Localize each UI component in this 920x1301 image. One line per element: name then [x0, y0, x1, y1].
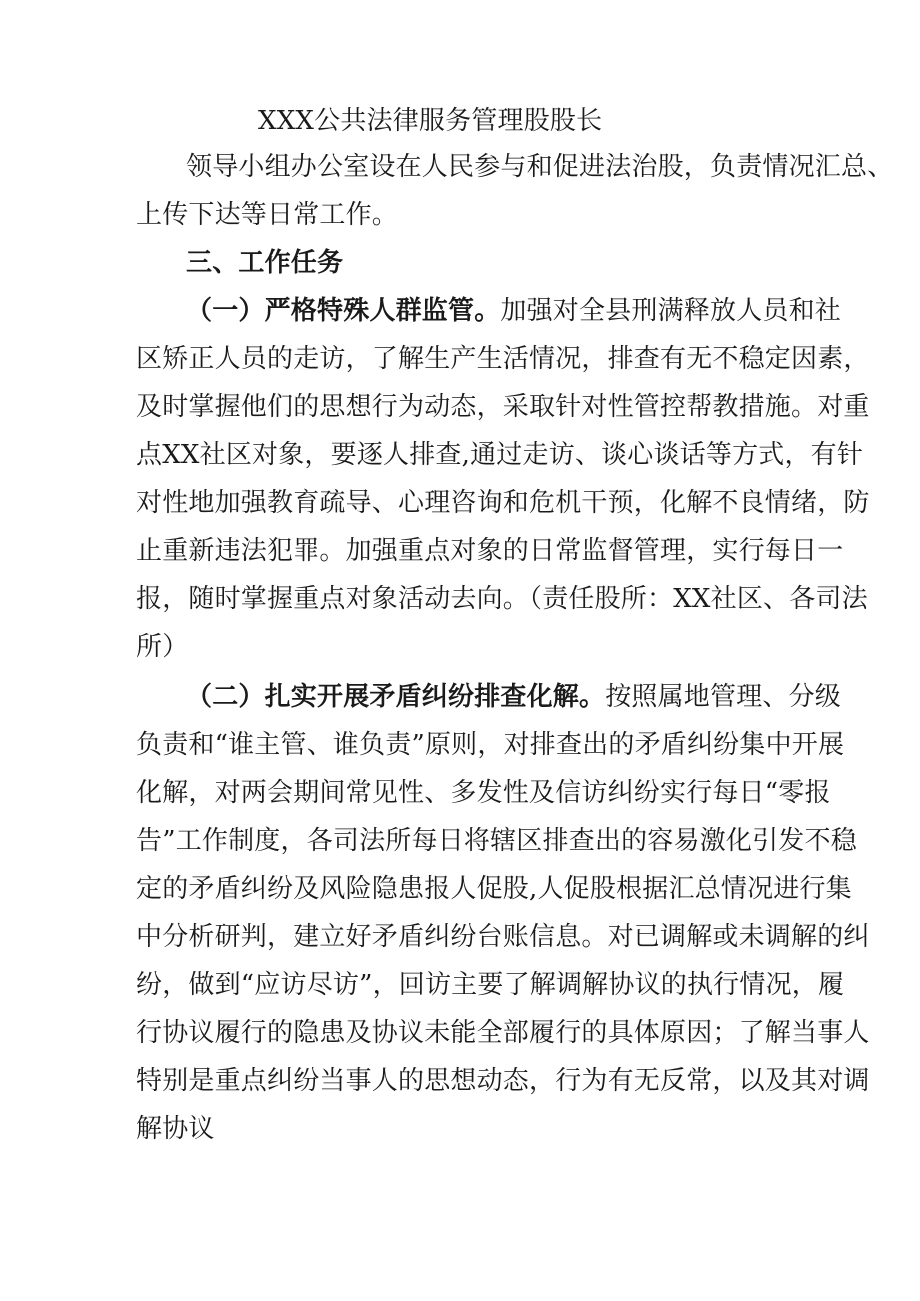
task-2-line: 定的矛盾纠纷及风险隐患报人促股,人促股根据汇总情况进行集 — [136, 874, 852, 904]
task-2-line: 特别是重点纠纷当事人的思想动态，行为有无反常，以及其对调 — [136, 1066, 870, 1096]
task-2-line: 中分析研判，建立好矛盾纠纷台账信息。对已调解或未调解的纠 — [136, 922, 870, 952]
task-2-line-1-text: 按照属地管理、分级 — [605, 682, 842, 712]
office-line-1: 领导小组办公室设在人民参与和促进法治股，负责情况汇总、 — [186, 152, 894, 182]
task-1-line-1-text: 加强对全县刑满释放人员和社 — [500, 296, 842, 326]
task-1-line: 区矫正人员的走访，了解生产生活情况，排查有无不稳定因素， — [136, 344, 870, 374]
task-2-line: 行协议履行的隐患及协议未能全部履行的具体原因；了解当事人 — [136, 1018, 870, 1048]
task-1-line: 报，随时掌握重点对象活动去向。（责任股所：XX社区、各司法 — [136, 584, 868, 614]
task-1-line: 及时掌握他们的思想行为动态，采取针对性管控帮教措施。对重 — [136, 392, 870, 422]
task-2-heading: （二）扎实开展矛盾纠纷排查化解。 — [186, 682, 606, 712]
task-2-line: 纷，做到“应访尽访”，回访主要了解调解协议的执行情况，履 — [136, 970, 845, 1000]
section-heading: 三、工作任务 — [186, 248, 344, 278]
task-1-heading: （一）严格特殊人群监管。 — [186, 296, 501, 326]
task-2-first-line — [186, 680, 841, 714]
task-2-line: 解协议 — [136, 1114, 215, 1144]
task-2-line: 化解，对两会期间常见性、多发性及信访纠纷实行每日“零报 — [136, 778, 831, 808]
office-line-2: 上传下达等日常工作。 — [136, 200, 399, 230]
task-1-first-line — [186, 294, 841, 328]
task-1-line: 所） — [136, 632, 189, 662]
task-1-line: 止重新违法犯罪。加强重点对象的日常监督管理，实行每日一 — [136, 536, 844, 566]
task-1-line: 点XX社区对象，要逐人排查,通过走访、谈心谈话等方式，有针 — [136, 440, 864, 470]
task-1-line: 对性地加强教育疏导、心理咨询和危机干预，化解不良情绪，防 — [136, 488, 870, 518]
leader-title-line: XXX公共法律服务管理股股长 — [258, 106, 603, 136]
task-2-line: 告”工作制度，各司法所每日将辖区排查出的容易激化引发不稳 — [136, 826, 857, 856]
task-2-line: 负责和“谁主管、谁负责”原则，对排查出的矛盾纠纷集中开展 — [136, 730, 845, 760]
